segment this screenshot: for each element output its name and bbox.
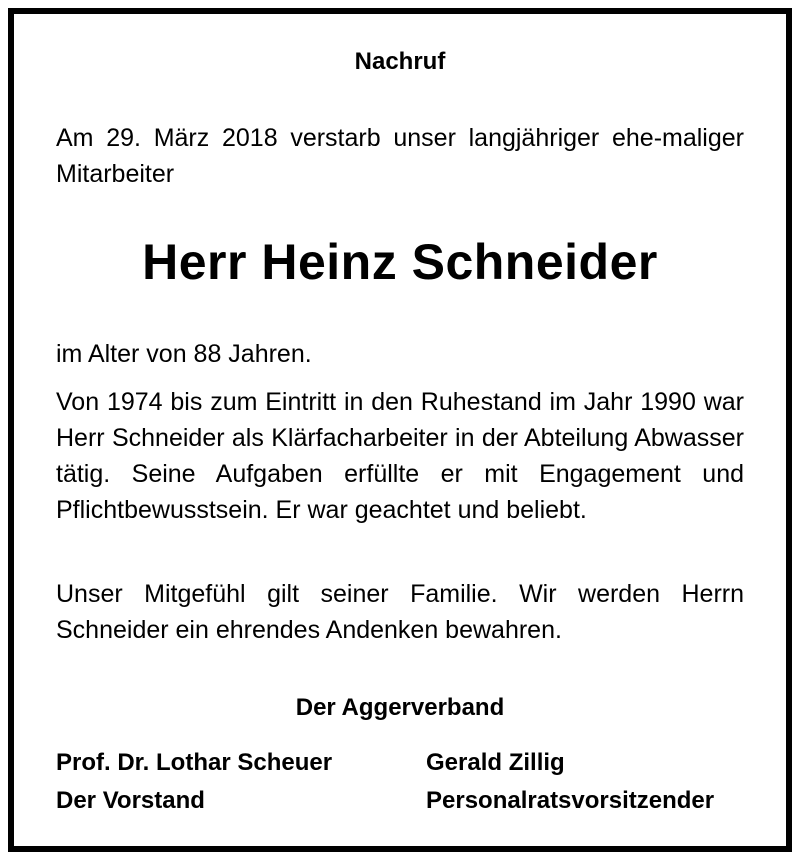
signatory-name: Gerald Zillig [426, 749, 565, 776]
sympathy-paragraph: Unser Mitgefühl gilt seiner Familie. Wir werden Herrn Schneider ein ehrendes Andenken bewahren. [56, 580, 744, 644]
signatory-block [56, 744, 332, 820]
deceased-name: Herr Heinz Schneider [142, 234, 658, 290]
signatory-role: Der Vorstand [56, 787, 205, 814]
intro-paragraph: Am 29. März 2018 verstarb unser langjähriger ehe-maliger Mitarbeiter [56, 124, 744, 188]
notice-heading: Nachruf [354, 48, 446, 75]
signatory-role: Personalratsvorsitzender [426, 787, 715, 814]
career-paragraph: Von 1974 bis zum Eintritt in den Ruhestand im Jahr 1990 war Herr Schneider als Klärfacharbeiter in der Abteilung Abwasser tätig. Seine Aufgaben erfüllte er mit Engagement und Pflichtbewusstsein. Er war geachtet und beliebt. [56, 388, 744, 524]
age-paragraph: im Alter von 88 Jahren. [56, 340, 312, 368]
organization-name: Der Aggerverband [295, 694, 505, 721]
signatory-block [426, 744, 714, 820]
signatory-name: Prof. Dr. Lothar Scheuer [56, 749, 333, 776]
